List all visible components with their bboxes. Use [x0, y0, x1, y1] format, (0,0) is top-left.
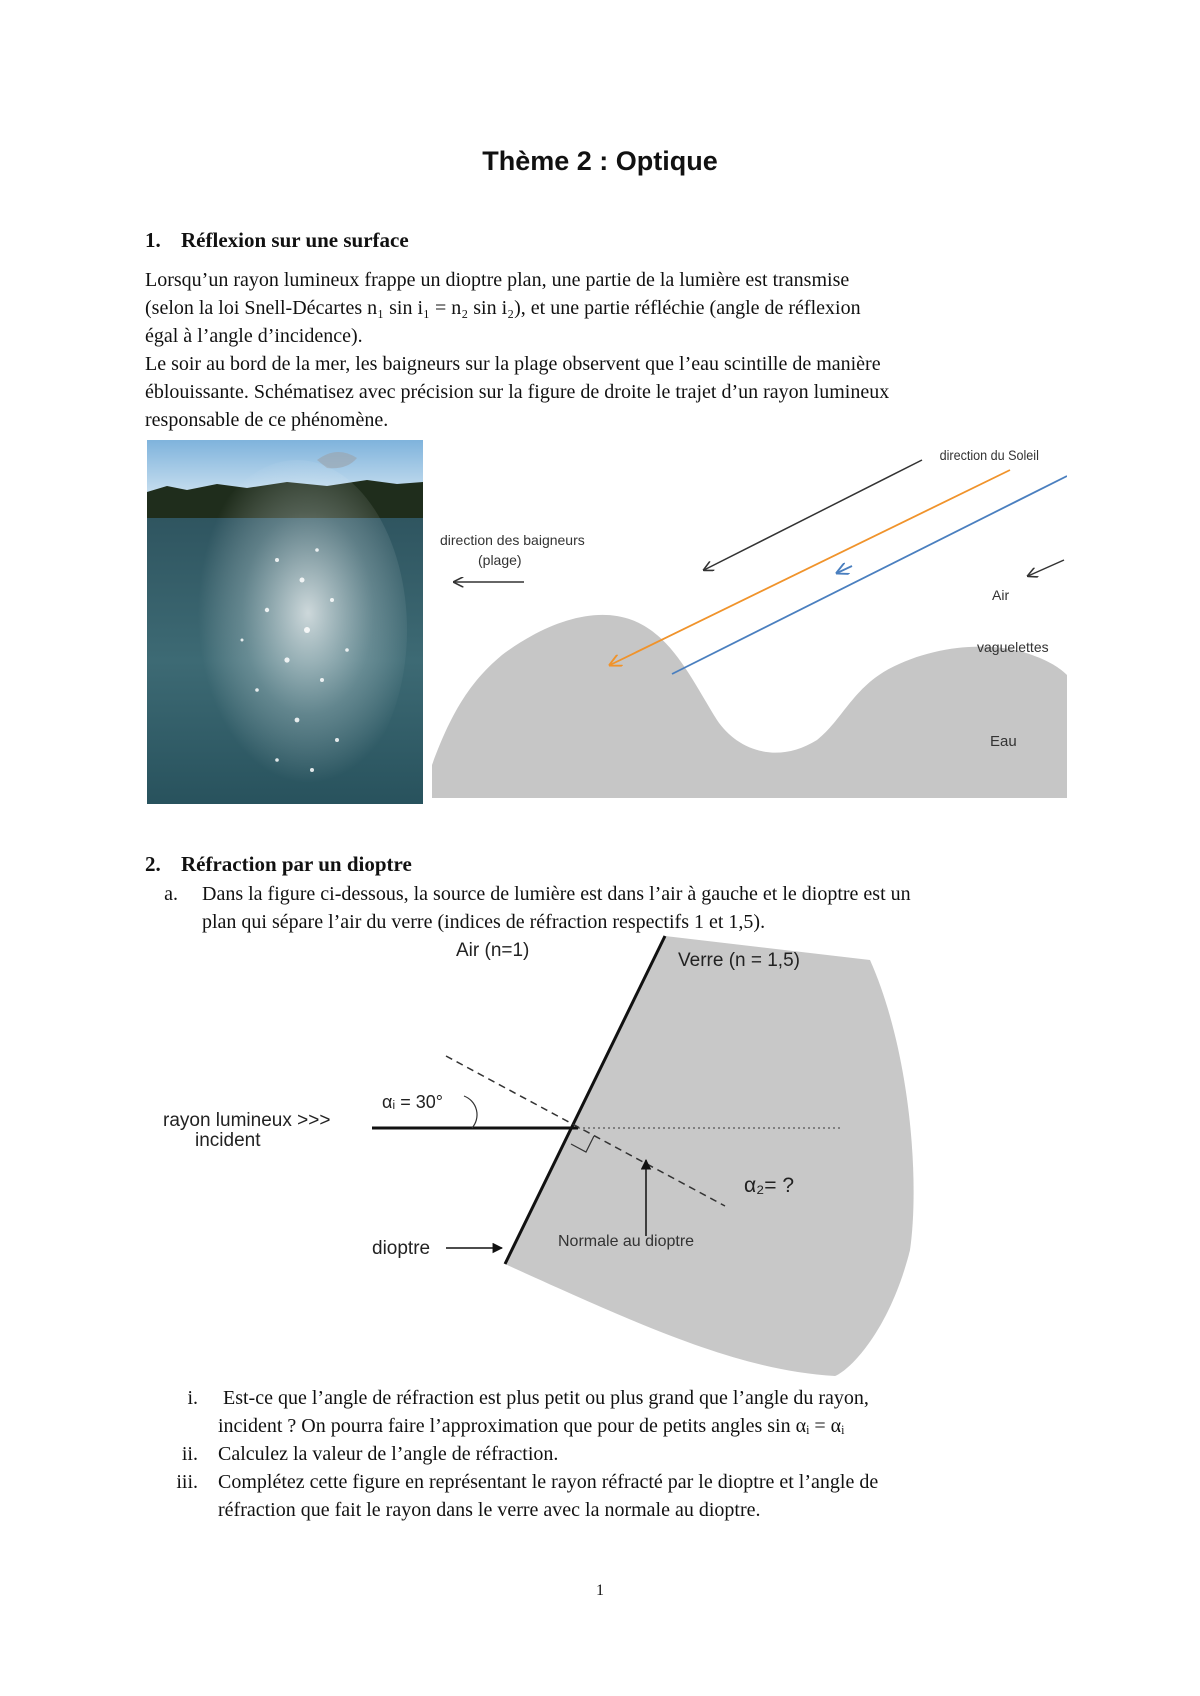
glass-region — [505, 936, 914, 1376]
subitem-i-marker: i. — [187, 1387, 198, 1409]
waves-diagram — [432, 440, 1067, 804]
subitem-ii-marker: ii. — [181, 1443, 198, 1465]
incident-ray-orange — [610, 470, 1010, 665]
section-1-heading — [145, 228, 409, 253]
refraction-diagram — [150, 930, 920, 1382]
label-ray-1: rayon lumineux >>> — [163, 1110, 331, 1131]
label-waves: vaguelettes — [977, 639, 1049, 655]
label-ray-2: incident — [195, 1130, 261, 1151]
label-sun: direction du Soleil — [939, 447, 1039, 464]
subitem-iii-line: réfraction que fait le rayon dans le verre avec la normale au dioptre. — [218, 1499, 761, 1521]
item-a-line: Dans la figure ci-dessous, la source de lumière est dans l’air à gauche et le dioptre est un — [202, 883, 911, 905]
label-bathers-2: (plage) — [478, 552, 522, 568]
blue-arrowhead — [837, 566, 852, 573]
small-arrow — [1028, 560, 1064, 576]
section-2-heading — [145, 852, 412, 877]
section-2-title: Réfraction par un dioptre — [181, 852, 412, 876]
section-1-text — [145, 266, 1085, 434]
label-bathers-1: direction des baigneurs — [440, 532, 585, 548]
text-line: responsable de ce phénomène. — [145, 409, 389, 431]
item-a-marker: a. — [164, 883, 178, 905]
sea-photo-image — [147, 440, 423, 804]
subitem-iii-marker: iii. — [176, 1471, 198, 1493]
label-glass-n: Verre (n = 1,5) — [678, 950, 800, 971]
item-a-line: plan qui sépare l’air du verre (indices de réfraction respectifs 1 et 1,5). — [202, 911, 766, 933]
text-line: égal à l’angle d’incidence). — [145, 325, 363, 347]
subitem-iii-line: Complétez cette figure en représentant le rayon réfracté par le dioptre et l’angle de — [218, 1471, 879, 1493]
label-air: Air — [992, 587, 1010, 603]
sun-direction-arrow — [704, 460, 922, 570]
section-1-title: Réflexion sur une surface — [181, 228, 409, 252]
label-air-n: Air (n=1) — [456, 940, 530, 961]
page-title: Thème 2 : Optique — [482, 146, 718, 176]
water-surface — [432, 615, 1067, 798]
label-water: Eau — [990, 733, 1017, 750]
angle-arc — [464, 1096, 477, 1128]
subitem-i-line: Est-ce que l’angle de réfraction est plus petit ou plus grand que l’angle du rayon, — [218, 1387, 869, 1409]
label-dioptre: dioptre — [372, 1238, 431, 1259]
subitem-i-line: incident ? On pourra faire l’approximation que pour de petits angles sin αᵢ = αᵢ — [218, 1415, 845, 1437]
text-line: (selon la loi Snell-Décartes n₁ sin i₁ = n₂ sin i₂), et une partie réfléchie (angle de réflexion — [145, 297, 861, 319]
text-line: éblouissante. Schématisez avec précision sur la figure de droite le trajet d’un rayon lumineux — [145, 381, 890, 403]
page-number: 1 — [596, 1582, 604, 1599]
text-line: Lorsqu’un rayon lumineux frappe un dioptre plan, une partie de la lumière est transmise — [145, 269, 850, 291]
sea-photo — [147, 440, 423, 804]
label-alpha2: α₂= ? — [744, 1174, 795, 1197]
subitem-ii-line: Calculez la valeur de l’angle de réfraction. — [218, 1443, 559, 1465]
section-2-number: 2. — [145, 852, 161, 876]
label-normal: Normale au dioptre — [558, 1233, 695, 1250]
section-1-number: 1. — [145, 228, 161, 252]
text-line: Le soir au bord de la mer, les baigneurs sur la plage observent que l’eau scintille de manière — [145, 353, 881, 375]
label-angle-i: αᵢ = 30° — [382, 1092, 443, 1112]
